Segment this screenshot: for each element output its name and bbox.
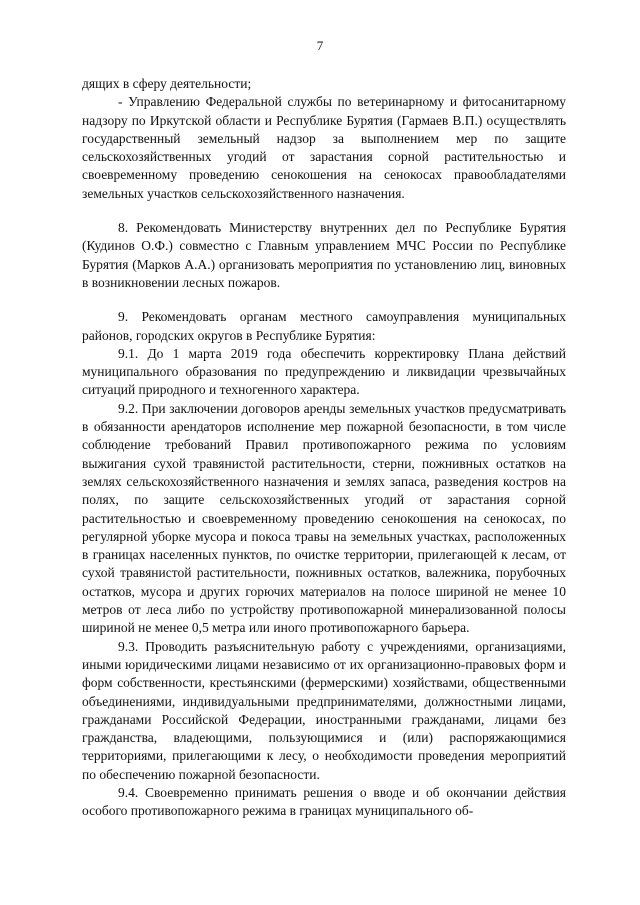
- paragraph-item-9-3: 9.3. Проводить разъяснительную работу с учреждениями, организациями, иными юридическими лицами независимо от их организационно-правовых форм и форм собственности, крестьянскими (фермерскими) хозяйствами, общественными объединениями, индивидуальными предпринимателями, должностными лицами, гражданами Российской Федерации, иностранными гражданами, лицами без гражданства, владеющими, пользующимися и (или) распоряжающимися территориями, прилегающими к лесу, о необходимости проведения мероприятий по обеспечению пожарной безопасности.: [82, 638, 566, 782]
- page-number: 7: [316, 38, 324, 53]
- paragraph-item-8: 8. Рекомендовать Министерству внутренних дел по Республике Бурятия (Кудинов О.Ф.) совместно с Главным управлением МЧС России по Республике Бурятия (Марков А.А.) организовать мероприятия по установлению лиц, виновных в возникновении лесных пожаров.: [82, 220, 566, 290]
- paragraph-continuation: дящих в сферу деятельности;: [82, 76, 252, 91]
- paragraph-veterinary-supervision: - Управлению Федеральной службы по ветеринарному и фитосанитарному надзору по Иркутской области и Республике Бурятия (Гармаев В.П.) осуществлять государственный земельный надзор за выполнением мер по защите сельскохозяйственных угодий от зарастания сорной растительностью и своевременному проведению сенокошения на сенокосах правообладателями земельных участков сельскохозяйственного назначения.: [82, 94, 566, 201]
- paragraph-item-9-2: 9.2. При заключении договоров аренды земельных участков предусматривать в обязанности арендаторов исполнение мер пожарной безопасности, в том числе соблюдение требований Правил противопожарного режима по условиям выжигания сухой травянистой растительности, стерни, пожнивных остатков на землях сельскохозяйственного назначения и землях запаса, разведения костров на полях, по защите сельскохозяйственных угодий от зарастания сорной растительностью и своевременному проведению сенокошения на сенокосах, по регулярной уборке мусора и покоса травы на земельных участках, расположенных в границах населенных пунктов, по очистке территории, прилегающей к лесам, от сухой травянистой растительности, пожнивных остатков, валежника, порубочных остатков, мусора и других горючих материалов на полосе шириной не менее 10 метров от леса либо по устройству противопожарной минерализованной полосы шириной не менее 0,5 метра или иного противопожарного барьера.: [82, 400, 566, 636]
- paragraph-item-9-1: 9.1. До 1 марта 2019 года обеспечить корректировку Плана действий муниципального образования по предупреждению и ликвидации чрезвычайных ситуаций природного и техногенного характера.: [82, 345, 566, 398]
- paragraph-item-9-4: 9.4. Своевременно принимать решения о вводе и об окончании действия особого противопожарного режима в границах муниципального об-: [82, 784, 566, 819]
- paragraph-item-9: 9. Рекомендовать органам местного самоуправления муниципальных районов, городских округов в Республике Бурятия:: [82, 309, 566, 343]
- document-body: [82, 75, 566, 821]
